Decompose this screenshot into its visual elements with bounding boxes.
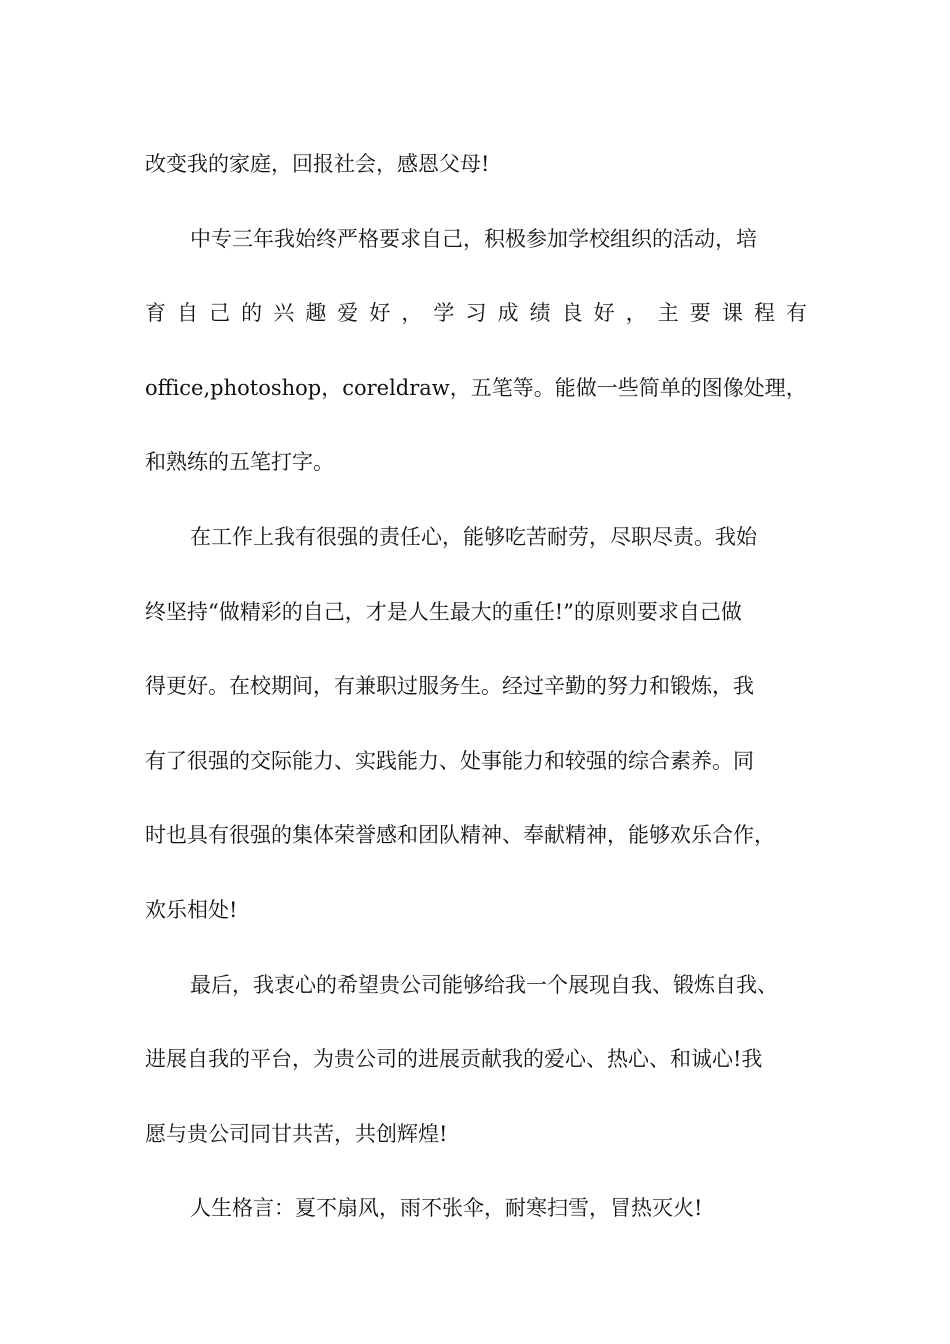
text-line: 有了很强的交际能力、实践能力、处事能力和较强的综合素养。同 (145, 748, 754, 773)
justified-char: 育 (145, 301, 166, 326)
text-line: 欢乐相处! (145, 897, 238, 922)
justified-char: 主 (657, 301, 679, 326)
justified-char: 课 (721, 301, 743, 326)
justified-char: 成 (497, 301, 519, 326)
text-line: 得更好。在校期间，有兼职过服务生。经过辛勤的努力和锻炼，我 (145, 674, 754, 699)
text-line: 和熟练的五笔打字。 (145, 450, 334, 475)
text-line: office,photoshop，coreldraw，五笔等。能做一些简单的图像处理， (145, 375, 807, 400)
document-body (145, 127, 825, 1246)
justified-char: 绩 (529, 301, 551, 326)
justified-char: 爱 (337, 301, 359, 326)
justified-char: 自 (177, 301, 199, 326)
text-line: 时也具有很强的集体荣誉感和团队精神、奉献精神，能够欢乐合作， (145, 823, 775, 848)
justified-char: 要 (689, 301, 711, 326)
justified-char: 兴 (273, 301, 295, 326)
paragraph-start-line: 中专三年我始终严格要求自己，积极参加学校组织的活动，培 (190, 226, 757, 251)
text-line: 进展自我的平台，为贵公司的进展贡献我的爱心、热心、和诚心!我 (145, 1047, 763, 1072)
paragraph-start-line: 在工作上我有很强的责任心，能够吃苦耐劳，尽职尽责。我始 (190, 524, 757, 549)
motto-line: 人生格言：夏不扇风，雨不张伞，耐寒扫雪，冒热灭火! (190, 1196, 703, 1221)
text-line: 愿与贵公司同甘共苦，共创辉煌! (145, 1121, 448, 1146)
text-line: 改变我的家庭，回报社会，感恩父母! (145, 152, 490, 176)
justified-text-line (145, 276, 807, 351)
text-line: 终坚持“做精彩的自己，才是人生最大的重任!”的原则要求自己做 (145, 599, 742, 624)
paragraph-start-line: 最后，我衷心的希望贵公司能够给我一个展现自我、锻炼自我、 (190, 972, 778, 997)
justified-char: 好 (593, 301, 615, 326)
justified-char: 的 (241, 301, 263, 326)
justified-char: 良 (561, 301, 583, 326)
justified-char: 学 (433, 301, 455, 326)
justified-char: 好 (369, 301, 391, 326)
justified-char: 己 (209, 301, 231, 326)
justified-char: 习 (465, 301, 487, 326)
justified-char: 有 (785, 301, 807, 326)
justified-char: ， (625, 301, 647, 326)
justified-char: 趣 (305, 301, 327, 326)
justified-char: 程 (753, 301, 775, 326)
justified-char: ， (401, 301, 423, 326)
